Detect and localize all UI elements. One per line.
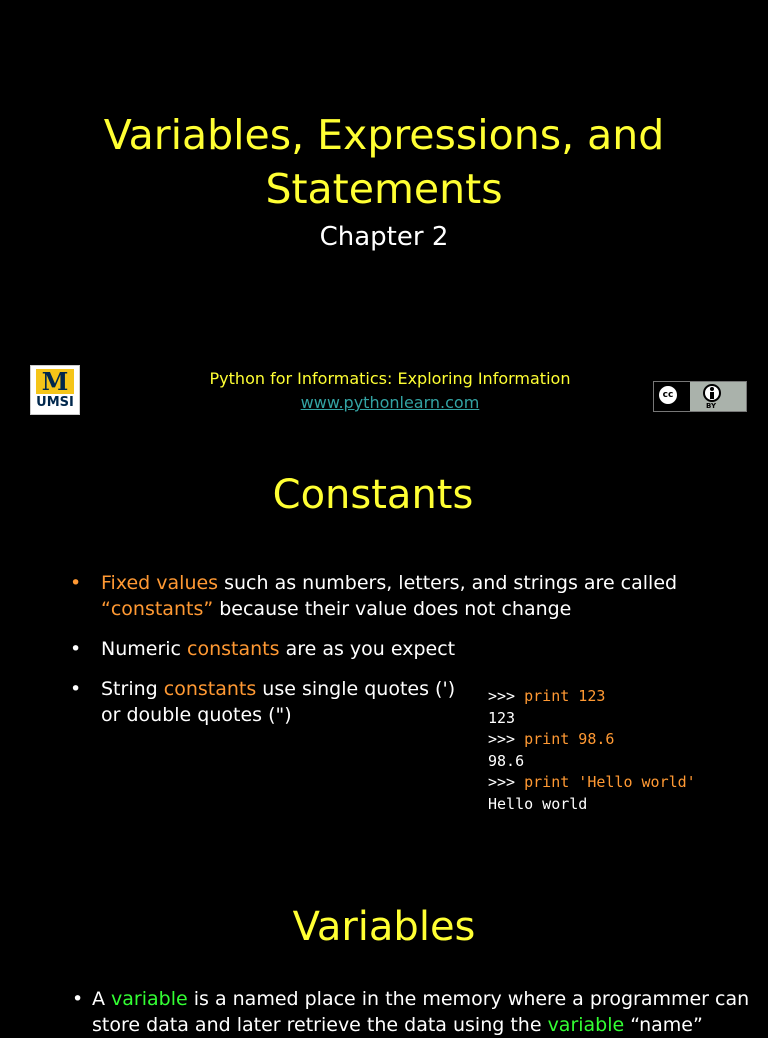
bullet-line: [101, 676, 455, 702]
by-label: BY: [706, 402, 717, 410]
bullet-line: [101, 702, 292, 728]
code-input-line: [488, 686, 696, 708]
slide-title: [0, 108, 768, 216]
python-code-sample: [488, 686, 696, 816]
variables-heading: Variables: [292, 904, 476, 950]
bullet-line: [101, 636, 455, 662]
bullet-line: [101, 570, 677, 596]
bullet-line: [92, 986, 749, 1012]
text-run: are as you expect: [279, 638, 456, 660]
book-title: Python for Informatics: Exploring Information: [209, 369, 571, 388]
text-run: is a named place in the memory where a programmer can: [187, 988, 750, 1010]
code-prompt: >>>: [488, 687, 525, 705]
text-run: “name”: [624, 1014, 703, 1036]
text-run: Numeric: [101, 638, 188, 660]
text-run: such as numbers, letters, and strings are called: [218, 572, 678, 594]
text-run: use single quotes ('): [256, 678, 456, 700]
code-output-line: Hello world: [488, 794, 588, 813]
umsi-logo-text: UMSI: [36, 395, 74, 410]
umsi-logo-m: M: [36, 369, 74, 394]
code-command: print 98.6: [524, 730, 615, 749]
code-input-line: [488, 772, 696, 794]
bullet-dot: •: [70, 638, 82, 660]
highlighted-term: Fixed values: [101, 572, 219, 594]
text-run: String: [101, 678, 164, 700]
book-link[interactable]: www.pythonlearn.com: [300, 393, 480, 412]
text-run: because their value does not change: [213, 598, 572, 620]
text-run: store data and later retrieve the data using the: [92, 1014, 548, 1036]
code-prompt: >>>: [488, 730, 525, 749]
text-run: A: [92, 988, 112, 1010]
attribution-icon: [703, 384, 721, 402]
code-output-line: 123: [488, 708, 516, 727]
code-prompt: >>>: [488, 773, 525, 792]
bullet-line: [92, 1012, 703, 1038]
highlighted-term: constants: [163, 678, 257, 700]
chapter-subtitle: Chapter 2: [319, 222, 449, 252]
cc-by-icon: [653, 381, 747, 412]
bullet-dot: •: [70, 572, 82, 594]
highlighted-term: “constants”: [101, 598, 214, 620]
code-command: print 'Hello world': [524, 773, 696, 792]
umsi-logo: [30, 365, 80, 415]
constants-heading: Constants: [272, 472, 474, 518]
bullet-dot: •: [72, 988, 84, 1010]
highlighted-term: variable: [547, 1014, 625, 1036]
code-output-line: 98.6: [488, 751, 525, 770]
bullet-dot: •: [70, 678, 82, 700]
highlighted-term: constants: [187, 638, 280, 660]
slide-title-line2: Statements: [265, 165, 503, 213]
code-command: print 123: [524, 687, 606, 705]
slide-title-line1: Variables, Expressions, and: [103, 111, 665, 159]
highlighted-term: variable: [111, 988, 188, 1010]
cc-icon: cc: [657, 384, 679, 406]
code-input-line: [488, 729, 696, 751]
bullet-line: [101, 596, 571, 622]
text-run: or double quotes ("): [101, 704, 292, 726]
